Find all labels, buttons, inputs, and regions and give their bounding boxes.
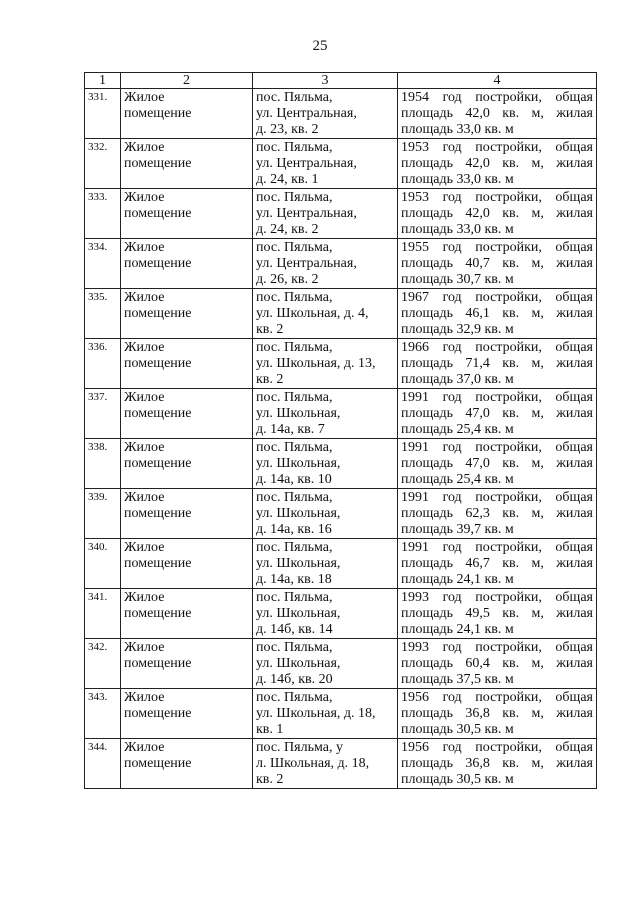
table-row bbox=[85, 89, 597, 139]
address-line: ул. Школьная, д. 4, bbox=[256, 306, 369, 321]
address-line: л. Школьная, д. 18, bbox=[256, 756, 370, 771]
address-line: пос. Пяльма, bbox=[256, 540, 333, 555]
address-line: кв. 2 bbox=[256, 372, 284, 387]
table-row bbox=[85, 489, 597, 539]
object-name bbox=[121, 189, 253, 239]
description-line: площадь 30,5 кв. м bbox=[401, 722, 514, 737]
property-registry-table bbox=[84, 72, 597, 789]
table-row bbox=[85, 639, 597, 689]
address-line: д. 23, кв. 2 bbox=[256, 122, 319, 137]
object-description bbox=[398, 289, 597, 339]
description-line: 1991 год постройки, общая bbox=[401, 490, 593, 505]
object-name-line: помещение bbox=[124, 606, 192, 621]
object-name bbox=[121, 339, 253, 389]
object-address bbox=[253, 389, 398, 439]
object-name-line: Жилое bbox=[124, 240, 165, 255]
table-row bbox=[85, 239, 597, 289]
description-line: площадь 62,3 кв. м, жилая bbox=[401, 506, 593, 521]
address-line: ул. Школьная, д. 13, bbox=[256, 356, 376, 371]
object-name-line: Жилое bbox=[124, 140, 165, 155]
description-line: площадь 25,4 кв. м bbox=[401, 422, 514, 437]
object-address bbox=[253, 539, 398, 589]
row-number: 337. bbox=[85, 389, 121, 439]
description-line: 1991 год постройки, общая bbox=[401, 390, 593, 405]
description-line: 1991 год постройки, общая bbox=[401, 440, 593, 455]
row-number: 334. bbox=[85, 239, 121, 289]
object-description bbox=[398, 339, 597, 389]
description-line: площадь 32,9 кв. м bbox=[401, 322, 514, 337]
row-number: 343. bbox=[85, 689, 121, 739]
address-line: ул. Школьная, bbox=[256, 556, 341, 571]
row-number: 342. bbox=[85, 639, 121, 689]
description-line: площадь 40,7 кв. м, жилая bbox=[401, 256, 593, 271]
object-description bbox=[398, 239, 597, 289]
description-line: 1966 год постройки, общая bbox=[401, 340, 593, 355]
object-address bbox=[253, 189, 398, 239]
row-number: 339. bbox=[85, 489, 121, 539]
object-name-line: помещение bbox=[124, 556, 192, 571]
object-name-line: Жилое bbox=[124, 740, 165, 755]
column-header-3: 3 bbox=[253, 73, 398, 89]
object-description bbox=[398, 589, 597, 639]
description-line: площадь 49,5 кв. м, жилая bbox=[401, 606, 593, 621]
object-description bbox=[398, 689, 597, 739]
address-line: кв. 1 bbox=[256, 722, 284, 737]
address-line: д. 14а, кв. 7 bbox=[256, 422, 325, 437]
address-line: пос. Пяльма, bbox=[256, 240, 333, 255]
table-row bbox=[85, 189, 597, 239]
address-line: ул. Школьная, bbox=[256, 506, 341, 521]
object-name-line: Жилое bbox=[124, 590, 165, 605]
object-address bbox=[253, 689, 398, 739]
object-description bbox=[398, 389, 597, 439]
row-number: 340. bbox=[85, 539, 121, 589]
address-line: ул. Центральная, bbox=[256, 256, 357, 271]
object-name-line: помещение bbox=[124, 406, 192, 421]
table-row bbox=[85, 689, 597, 739]
object-name-line: помещение bbox=[124, 706, 192, 721]
description-line: 1993 год постройки, общая bbox=[401, 590, 593, 605]
object-name-line: помещение bbox=[124, 456, 192, 471]
description-line: площадь 24,1 кв. м bbox=[401, 572, 514, 587]
object-name bbox=[121, 89, 253, 139]
description-line: площадь 71,4 кв. м, жилая bbox=[401, 356, 593, 371]
object-name bbox=[121, 589, 253, 639]
object-address bbox=[253, 489, 398, 539]
object-address bbox=[253, 139, 398, 189]
object-address bbox=[253, 439, 398, 489]
description-line: площадь 30,5 кв. м bbox=[401, 772, 514, 787]
description-line: 1956 год постройки, общая bbox=[401, 740, 593, 755]
row-number: 338. bbox=[85, 439, 121, 489]
description-line: площадь 46,1 кв. м, жилая bbox=[401, 306, 593, 321]
table-row bbox=[85, 389, 597, 439]
address-line: кв. 2 bbox=[256, 322, 284, 337]
object-name bbox=[121, 639, 253, 689]
object-address bbox=[253, 89, 398, 139]
column-header-2: 2 bbox=[121, 73, 253, 89]
address-line: ул. Школьная, bbox=[256, 456, 341, 471]
description-line: площадь 60,4 кв. м, жилая bbox=[401, 656, 593, 671]
address-line: д. 24, кв. 2 bbox=[256, 222, 319, 237]
address-line: д. 14б, кв. 20 bbox=[256, 672, 333, 687]
object-name-line: Жилое bbox=[124, 290, 165, 305]
object-name bbox=[121, 139, 253, 189]
table-row bbox=[85, 139, 597, 189]
table-body bbox=[85, 89, 597, 789]
address-line: пос. Пяльма, bbox=[256, 590, 333, 605]
object-name-line: помещение bbox=[124, 156, 192, 171]
row-number: 344. bbox=[85, 739, 121, 789]
object-name-line: помещение bbox=[124, 206, 192, 221]
object-name-line: Жилое bbox=[124, 640, 165, 655]
address-line: д. 14а, кв. 18 bbox=[256, 572, 332, 587]
object-address bbox=[253, 289, 398, 339]
address-line: пос. Пяльма, bbox=[256, 140, 333, 155]
object-description bbox=[398, 89, 597, 139]
address-line: пос. Пяльма, bbox=[256, 640, 333, 655]
row-number: 332. bbox=[85, 139, 121, 189]
address-line: д. 24, кв. 1 bbox=[256, 172, 319, 187]
object-name bbox=[121, 389, 253, 439]
object-name bbox=[121, 739, 253, 789]
object-address bbox=[253, 239, 398, 289]
address-line: д. 26, кв. 2 bbox=[256, 272, 319, 287]
object-description bbox=[398, 539, 597, 589]
description-line: площадь 46,7 кв. м, жилая bbox=[401, 556, 593, 571]
description-line: площадь 36,8 кв. м, жилая bbox=[401, 706, 593, 721]
object-name-line: Жилое bbox=[124, 690, 165, 705]
object-address bbox=[253, 589, 398, 639]
address-line: ул. Школьная, д. 18, bbox=[256, 706, 376, 721]
description-line: площадь 24,1 кв. м bbox=[401, 622, 514, 637]
address-line: кв. 2 bbox=[256, 772, 284, 787]
description-line: площадь 42,0 кв. м, жилая bbox=[401, 156, 593, 171]
table-row bbox=[85, 739, 597, 789]
column-header-1: 1 bbox=[85, 73, 121, 89]
description-line: площадь 47,0 кв. м, жилая bbox=[401, 456, 593, 471]
address-line: пос. Пяльма, bbox=[256, 190, 333, 205]
address-line: пос. Пяльма, bbox=[256, 440, 333, 455]
description-line: 1967 год постройки, общая bbox=[401, 290, 593, 305]
description-line: площадь 30,7 кв. м bbox=[401, 272, 514, 287]
column-header-4: 4 bbox=[398, 73, 597, 89]
row-number: 331. bbox=[85, 89, 121, 139]
object-description bbox=[398, 489, 597, 539]
description-line: 1993 год постройки, общая bbox=[401, 640, 593, 655]
object-name-line: Жилое bbox=[124, 190, 165, 205]
description-line: 1954 год постройки, общая bbox=[401, 90, 593, 105]
address-line: ул. Школьная, bbox=[256, 406, 341, 421]
object-name-line: Жилое bbox=[124, 490, 165, 505]
description-line: площадь 39,7 кв. м bbox=[401, 522, 514, 537]
address-line: ул. Школьная, bbox=[256, 606, 341, 621]
object-address bbox=[253, 639, 398, 689]
object-name bbox=[121, 439, 253, 489]
address-line: пос. Пяльма, bbox=[256, 90, 333, 105]
object-address bbox=[253, 739, 398, 789]
description-line: 1953 год постройки, общая bbox=[401, 140, 593, 155]
description-line: площадь 37,0 кв. м bbox=[401, 372, 514, 387]
row-number: 335. bbox=[85, 289, 121, 339]
object-name bbox=[121, 289, 253, 339]
description-line: площадь 33,0 кв. м bbox=[401, 222, 514, 237]
object-name-line: Жилое bbox=[124, 90, 165, 105]
address-line: пос. Пяльма, bbox=[256, 390, 333, 405]
address-line: д. 14а, кв. 16 bbox=[256, 522, 332, 537]
description-line: площадь 33,0 кв. м bbox=[401, 122, 514, 137]
description-line: 1991 год постройки, общая bbox=[401, 540, 593, 555]
table-row bbox=[85, 589, 597, 639]
object-name-line: Жилое bbox=[124, 340, 165, 355]
object-name-line: Жилое bbox=[124, 440, 165, 455]
address-line: пос. Пяльма, bbox=[256, 290, 333, 305]
object-name bbox=[121, 689, 253, 739]
row-number: 341. bbox=[85, 589, 121, 639]
description-line: площадь 25,4 кв. м bbox=[401, 472, 514, 487]
table-row bbox=[85, 539, 597, 589]
object-name bbox=[121, 539, 253, 589]
description-line: площадь 33,0 кв. м bbox=[401, 172, 514, 187]
object-name-line: помещение bbox=[124, 356, 192, 371]
address-line: ул. Центральная, bbox=[256, 106, 357, 121]
address-line: пос. Пяльма, у bbox=[256, 740, 343, 755]
object-name bbox=[121, 489, 253, 539]
object-name-line: помещение bbox=[124, 256, 192, 271]
page-number: 25 bbox=[312, 38, 328, 54]
address-line: ул. Центральная, bbox=[256, 156, 357, 171]
object-name-line: Жилое bbox=[124, 540, 165, 555]
object-name-line: Жилое bbox=[124, 390, 165, 405]
object-description bbox=[398, 189, 597, 239]
table-row bbox=[85, 439, 597, 489]
row-number: 333. bbox=[85, 189, 121, 239]
object-name-line: помещение bbox=[124, 756, 192, 771]
table-header-row bbox=[85, 73, 597, 89]
object-description bbox=[398, 739, 597, 789]
row-number: 336. bbox=[85, 339, 121, 389]
table-row bbox=[85, 289, 597, 339]
address-line: ул. Школьная, bbox=[256, 656, 341, 671]
object-name-line: помещение bbox=[124, 656, 192, 671]
address-line: пос. Пяльма, bbox=[256, 490, 333, 505]
description-line: площадь 36,8 кв. м, жилая bbox=[401, 756, 593, 771]
description-line: площадь 47,0 кв. м, жилая bbox=[401, 406, 593, 421]
description-line: площадь 42,0 кв. м, жилая bbox=[401, 206, 593, 221]
description-line: площадь 37,5 кв. м bbox=[401, 672, 514, 687]
object-name-line: помещение bbox=[124, 106, 192, 121]
table-row bbox=[85, 339, 597, 389]
object-name-line: помещение bbox=[124, 506, 192, 521]
address-line: ул. Центральная, bbox=[256, 206, 357, 221]
description-line: 1956 год постройки, общая bbox=[401, 690, 593, 705]
object-name-line: помещение bbox=[124, 306, 192, 321]
object-description bbox=[398, 639, 597, 689]
address-line: д. 14б, кв. 14 bbox=[256, 622, 333, 637]
description-line: площадь 42,0 кв. м, жилая bbox=[401, 106, 593, 121]
object-description bbox=[398, 439, 597, 489]
description-line: 1953 год постройки, общая bbox=[401, 190, 593, 205]
object-description bbox=[398, 139, 597, 189]
address-line: пос. Пяльма, bbox=[256, 340, 333, 355]
address-line: пос. Пяльма, bbox=[256, 690, 333, 705]
object-name bbox=[121, 239, 253, 289]
address-line: д. 14а, кв. 10 bbox=[256, 472, 332, 487]
description-line: 1955 год постройки, общая bbox=[401, 240, 593, 255]
object-address bbox=[253, 339, 398, 389]
